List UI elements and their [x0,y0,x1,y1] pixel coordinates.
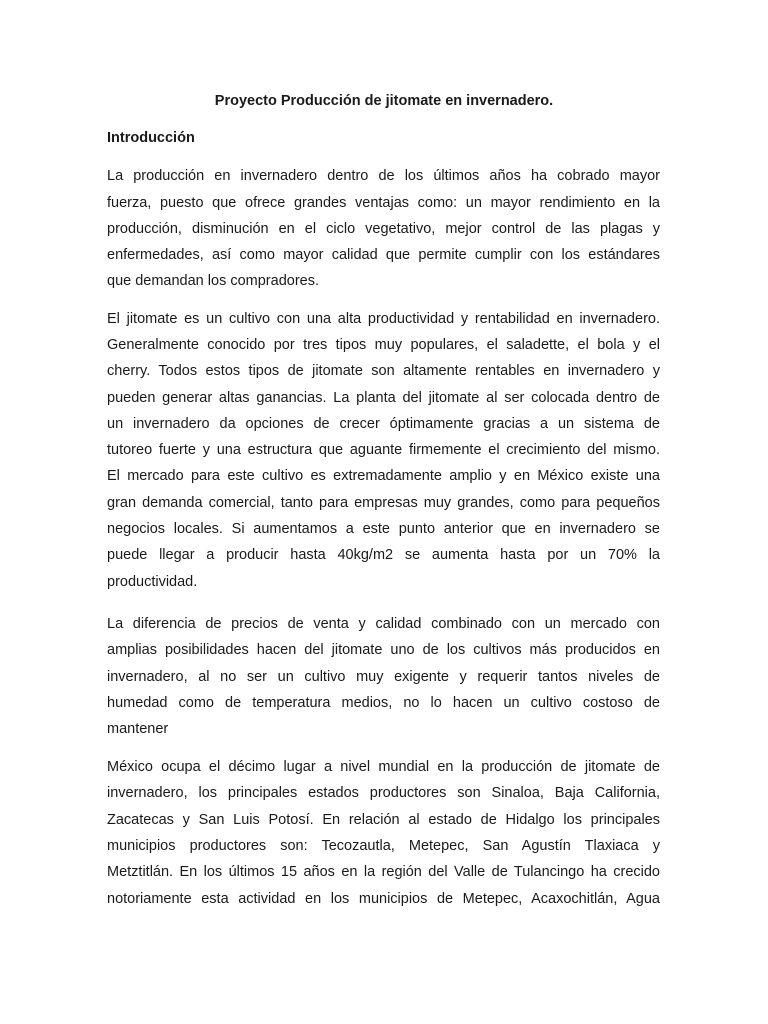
paragraph-line: Zacatecas y San Luis Potosí. En relación al estado de Hidalgo los principales [107,812,660,828]
paragraph-line: El mercado para este cultivo es extremadamente amplio y en México existe una [107,468,660,484]
paragraph-line: municipios productores son: Tecozautla, Metepec, San Agustín Tlaxiaca y [107,838,660,854]
section-heading-introduccion: Introducción [107,130,195,146]
paragraph-line: gran demanda comercial, tanto para empresas muy grandes, como para pequeños [107,495,660,511]
paragraph-line: tutoreo fuerte y una estructura que aguante firmemente el crecimiento del mismo. [107,442,660,458]
paragraph-line: cherry. Todos estos tipos de jitomate son altamente rentables en invernadero y [107,363,660,379]
paragraph-line: pueden generar altas ganancias. La planta del jitomate al ser colocada dentro de [107,390,660,406]
paragraph-line: que demandan los compradores. [107,273,319,289]
paragraph-line: Generalmente conocido por tres tipos muy populares, el saladette, el bola y el [107,337,660,353]
paragraph-line: puede llegar a producir hasta 40kg/m2 se aumenta hasta por un 70% la [107,547,660,563]
paragraph-line: notoriamente esta actividad en los municipios de Metepec, Acaxochitlán, Agua [107,891,660,907]
paragraph-line: productividad. [107,574,198,590]
paragraph-line: humedad como de temperatura medios, no lo hacen un cultivo costoso de [107,695,660,711]
paragraph-line: enfermedades, así como mayor calidad que permite cumplir con los estándares [107,247,660,263]
paragraph-line: negocios locales. Si aumentamos a este punto anterior que en invernadero se [107,521,660,537]
paragraph-line: amplias posibilidades hacen del jitomate uno de los cultivos más producidos en [107,642,660,658]
paragraph-line: Metztitlán. En los últimos 15 años en la región del Valle de Tulancingo ha crecido [107,864,660,880]
paragraph-line: invernadero, los principales estados productores son Sinaloa, Baja California, [107,785,660,801]
paragraph-line: fuerza, puesto que ofrece grandes ventajas como: un mayor rendimiento en la [107,195,660,211]
paragraph-line: El jitomate es un cultivo con una alta productividad y rentabilidad en invernadero. [107,311,660,327]
paragraph-line: mantener [107,721,169,737]
document-title: Proyecto Producción de jitomate en invernadero. [214,93,554,109]
paragraph-line: producción, disminución en el ciclo vegetativo, mejor control de las plagas y [107,221,660,237]
paragraph-line: La diferencia de precios de venta y calidad combinado con un mercado con [107,616,660,632]
paragraph-line: invernadero, al no ser un cultivo muy exigente y requerir tantos niveles de [107,669,660,685]
paragraph-line: México ocupa el décimo lugar a nivel mundial en la producción de jitomate de [107,759,660,775]
paragraph-line: La producción en invernadero dentro de los últimos años ha cobrado mayor [107,168,660,184]
paragraph-line: un invernadero da opciones de crecer óptimamente gracias a un sistema de [107,416,660,432]
